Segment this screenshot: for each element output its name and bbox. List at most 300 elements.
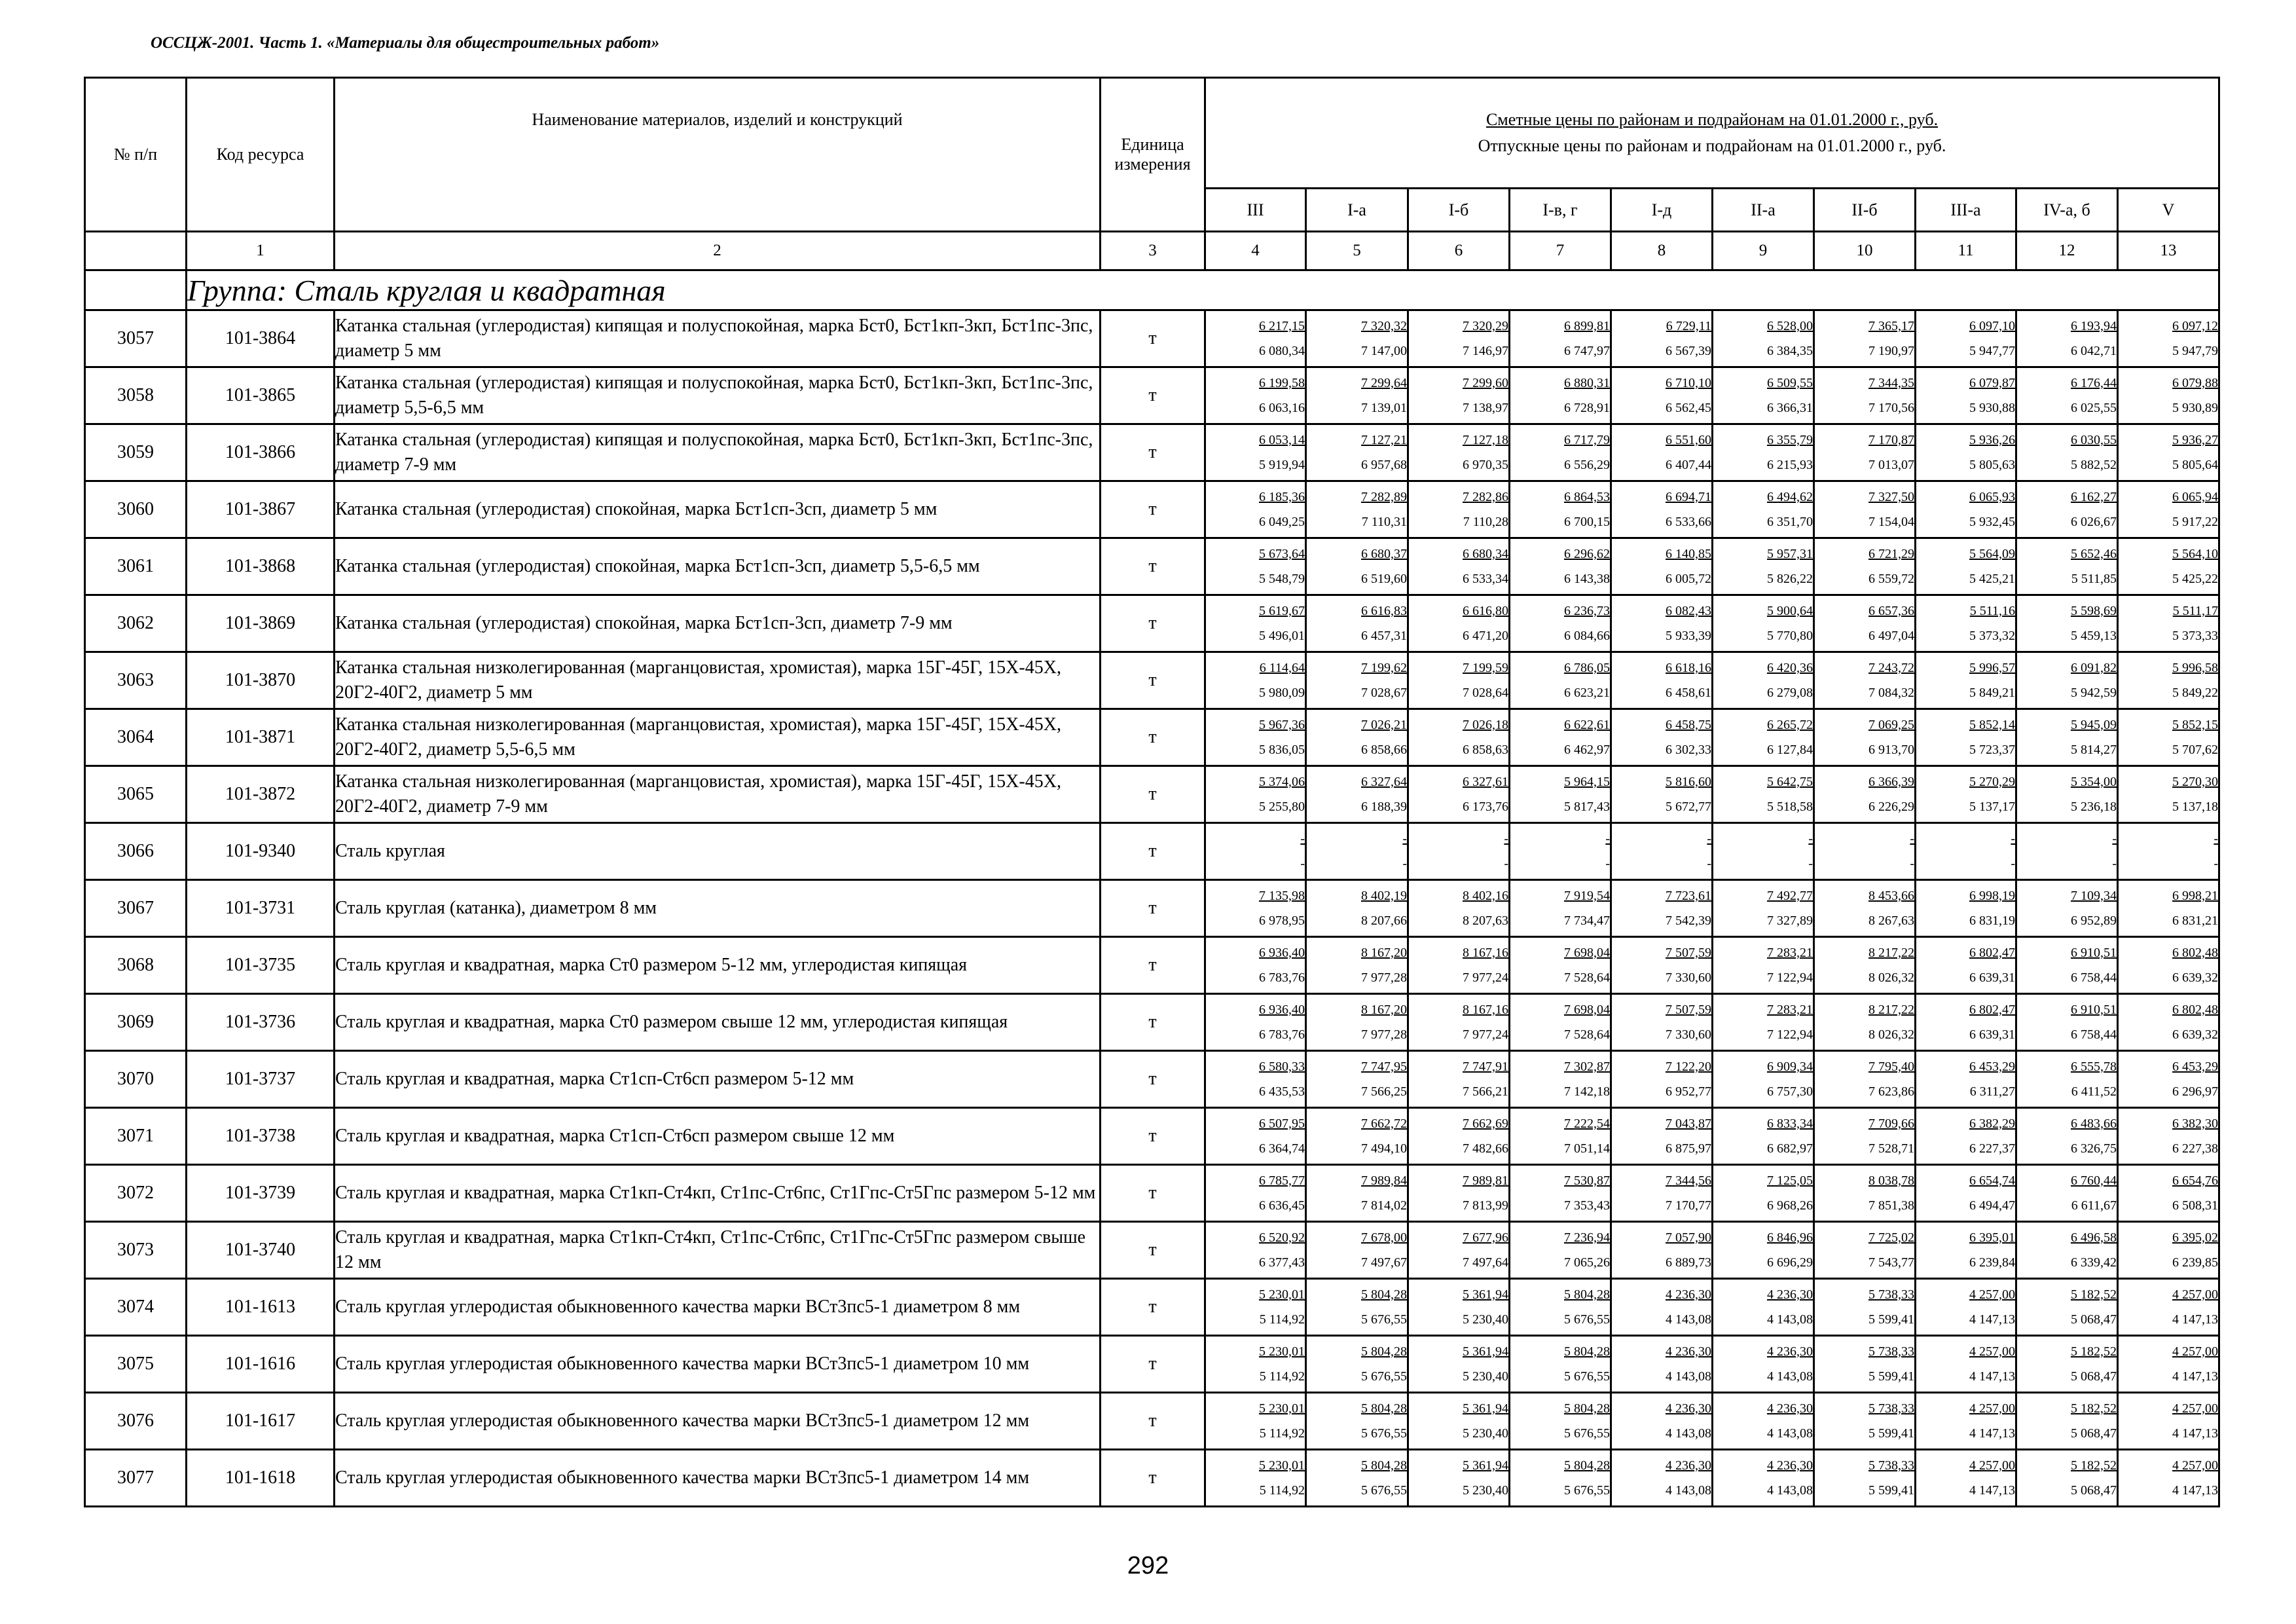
col-header-unit: Единица измерения	[1101, 78, 1205, 232]
estimated-price: 7 222,54	[1564, 1116, 1610, 1131]
estimated-price: 6 097,10	[1969, 319, 2015, 333]
release-price: 7 170,77	[1666, 1198, 1711, 1213]
release-price: 6 913,70	[1868, 743, 1914, 757]
release-price: 5 676,55	[1361, 1312, 1407, 1327]
release-price: 4 147,13	[2172, 1483, 2219, 1498]
release-price: 6 783,76	[1259, 1027, 1305, 1042]
release-price: 7 028,64	[1463, 686, 1508, 700]
price-cell	[1814, 481, 1916, 538]
estimated-price: 6 114,64	[1259, 661, 1305, 675]
estimated-price: 4 257,00	[2172, 1287, 2219, 1302]
price-cell	[2016, 1051, 2118, 1108]
price-cell	[1510, 1165, 1611, 1222]
price-cell	[1713, 310, 1814, 367]
estimated-price: 6 846,96	[1767, 1230, 1813, 1245]
estimated-price: 6 622,61	[1564, 718, 1610, 732]
price-cell	[2016, 1393, 2118, 1450]
release-price: 7 566,21	[1463, 1084, 1508, 1099]
release-price: 7 330,60	[1666, 970, 1711, 985]
price-cell	[1713, 595, 1814, 652]
estimated-price: 5 738,33	[1868, 1458, 1914, 1473]
release-price: 5 137,18	[2172, 800, 2219, 814]
release-price: 6 728,91	[1564, 401, 1610, 415]
price-cell	[1408, 1051, 1510, 1108]
column-number: 5	[1306, 232, 1408, 270]
release-price: 7 497,64	[1463, 1255, 1508, 1270]
price-cell	[1408, 1165, 1510, 1222]
release-price: 6 497,04	[1868, 629, 1914, 643]
unit-cell: т	[1101, 1279, 1205, 1336]
release-price: 6 366,31	[1767, 401, 1813, 415]
table-body	[85, 270, 2219, 1507]
estimated-price: 7 199,62	[1361, 661, 1407, 675]
price-cell	[2016, 1279, 2118, 1336]
estimated-price: 5 852,14	[1969, 718, 2015, 732]
release-price: 5 599,41	[1868, 1369, 1914, 1384]
release-price: 6 005,72	[1666, 572, 1711, 586]
price-cell	[2118, 709, 2219, 766]
estimated-price: 6 053,14	[1259, 433, 1305, 447]
release-price: -	[1707, 857, 1711, 871]
estimated-price: 6 395,02	[2172, 1230, 2219, 1245]
estimated-price: 6 864,53	[1564, 490, 1610, 504]
price-cell	[1510, 1279, 1611, 1336]
unit-cell: т	[1101, 424, 1205, 481]
release-price: 7 084,32	[1868, 686, 1914, 700]
col-header-code: Код ресурса	[187, 78, 335, 232]
estimated-price: 7 725,02	[1868, 1230, 1914, 1245]
price-cell	[1205, 880, 1306, 937]
release-price: 6 508,31	[2172, 1198, 2219, 1213]
price-cell	[1916, 1336, 2016, 1393]
price-cell	[1916, 424, 2016, 481]
estimated-price: 7 125,05	[1767, 1173, 1813, 1188]
row-number: 3069	[85, 994, 187, 1051]
estimated-price: 4 257,00	[1969, 1458, 2015, 1473]
price-cell	[1306, 1393, 1408, 1450]
release-price: 7 814,02	[1361, 1198, 1407, 1213]
material-name: Сталь круглая	[335, 823, 1101, 880]
price-cell	[1205, 310, 1306, 367]
estimated-price: 7 723,61	[1666, 889, 1711, 903]
release-price: -	[1402, 857, 1407, 871]
release-price: 6 302,33	[1666, 743, 1711, 757]
estimated-price: 7 698,04	[1564, 1003, 1610, 1017]
price-cell	[1306, 652, 1408, 709]
release-price: 6 639,32	[2172, 970, 2219, 985]
price-cell	[1510, 595, 1611, 652]
release-price: 4 143,08	[1767, 1369, 1813, 1384]
table-row	[85, 1393, 2219, 1450]
price-cell	[2016, 1108, 2118, 1165]
price-cell	[1205, 538, 1306, 595]
estimated-price: 4 236,30	[1767, 1458, 1813, 1473]
price-cell	[1510, 424, 1611, 481]
estimated-price: 4 257,00	[1969, 1344, 2015, 1359]
release-price: 4 143,08	[1767, 1312, 1813, 1327]
estimated-price: 5 361,94	[1463, 1458, 1508, 1473]
release-price: 7 528,64	[1564, 970, 1610, 985]
release-price: 7 327,89	[1767, 913, 1813, 928]
col-header-name: Наименование материалов, изделий и конструкций	[335, 78, 1101, 232]
estimated-price: 4 236,30	[1767, 1401, 1813, 1416]
estimated-price: 5 804,28	[1361, 1401, 1407, 1416]
release-price: 5 882,52	[2071, 458, 2117, 472]
release-price: 7 330,60	[1666, 1027, 1711, 1042]
region-header: I-а	[1306, 189, 1408, 232]
release-price: 7 482,66	[1463, 1141, 1508, 1156]
price-cell	[1916, 595, 2016, 652]
price-cell	[1205, 709, 1306, 766]
estimated-price: 6 555,78	[2071, 1060, 2117, 1074]
release-price: 5 236,18	[2071, 800, 2117, 814]
estimated-price: -	[1402, 832, 1407, 846]
prices-title: Сметные цены по районам и подрайонам на 01.01.2000 г., руб.	[1485, 110, 1939, 129]
material-name: Катанка стальная (углеродистая) спокойная, марка Бст1сп-3сп, диаметр 5 мм	[335, 481, 1101, 538]
release-price: 5 114,92	[1259, 1426, 1305, 1441]
price-cell	[1205, 367, 1306, 424]
estimated-price: 8 217,22	[1868, 1003, 1914, 1017]
estimated-price: 6 785,77	[1259, 1173, 1305, 1188]
estimated-price: 5 230,01	[1259, 1401, 1305, 1416]
resource-code: 101-3731	[187, 880, 335, 937]
estimated-price: 6 079,87	[1969, 376, 2015, 390]
estimated-price: 6 496,58	[2071, 1230, 2117, 1245]
price-cell	[1814, 367, 1916, 424]
resource-code: 101-3872	[187, 766, 335, 823]
estimated-price: 5 652,46	[2071, 547, 2117, 561]
release-price: 7 142,18	[1564, 1084, 1610, 1099]
release-price: 5 114,92	[1259, 1369, 1305, 1384]
resource-code: 101-3869	[187, 595, 335, 652]
price-cell	[2016, 481, 2118, 538]
release-price: 5 707,62	[2172, 743, 2219, 757]
price-cell	[1916, 310, 2016, 367]
release-price: 6 533,66	[1666, 515, 1711, 529]
price-cell	[2118, 367, 2219, 424]
release-price: 6 239,85	[2172, 1255, 2219, 1270]
estimated-price: 6 802,47	[1969, 1003, 2015, 1017]
estimated-price: 4 236,30	[1666, 1344, 1711, 1359]
release-price: 5 459,13	[2071, 629, 2117, 643]
column-number: 11	[1916, 232, 2016, 270]
release-price: 7 813,99	[1463, 1198, 1508, 1213]
estimated-price: 5 804,28	[1361, 1344, 1407, 1359]
resource-code: 101-3864	[187, 310, 335, 367]
table-row	[85, 481, 2219, 538]
release-price: 5 672,77	[1666, 800, 1711, 814]
estimated-price: 6 936,40	[1259, 946, 1305, 960]
row-number: 3059	[85, 424, 187, 481]
estimated-price: 5 182,52	[2071, 1401, 2117, 1416]
table-row	[85, 424, 2219, 481]
price-cell	[1814, 652, 1916, 709]
release-price: 6 559,72	[1868, 572, 1914, 586]
price-cell	[1510, 367, 1611, 424]
estimated-price: 7 747,95	[1361, 1060, 1407, 1074]
release-price: 6 875,97	[1666, 1141, 1711, 1156]
price-cell	[2016, 367, 2118, 424]
unit-cell: т	[1101, 1108, 1205, 1165]
estimated-price: 7 170,87	[1868, 433, 1914, 447]
row-number: 3058	[85, 367, 187, 424]
estimated-price: 7 795,40	[1868, 1060, 1914, 1074]
release-price: 4 147,13	[1969, 1369, 2015, 1384]
estimated-price: 5 852,15	[2172, 718, 2219, 732]
release-price: 6 471,20	[1463, 629, 1508, 643]
release-price: 6 639,31	[1969, 970, 2015, 985]
table-row	[85, 595, 2219, 652]
table-row	[85, 1108, 2219, 1165]
estimated-price: 6 494,62	[1767, 490, 1813, 504]
estimated-price: 6 899,81	[1564, 319, 1610, 333]
price-cell	[1611, 1336, 1713, 1393]
estimated-price: 6 721,29	[1868, 547, 1914, 561]
estimated-price: 6 382,30	[2172, 1116, 2219, 1131]
release-price: 6 326,75	[2071, 1141, 2117, 1156]
unit-cell: т	[1101, 310, 1205, 367]
material-name: Сталь круглая и квадратная, марка Ст0 размером 5-12 мм, углеродистая кипящая	[335, 937, 1101, 994]
resource-code: 101-3736	[187, 994, 335, 1051]
estimated-price: 6 327,64	[1361, 775, 1407, 789]
table-row	[85, 880, 2219, 937]
release-price: 6 519,60	[1361, 572, 1407, 586]
price-cell	[1611, 1279, 1713, 1336]
price-cell	[1611, 1393, 1713, 1450]
estimated-price: 4 236,30	[1767, 1287, 1813, 1302]
estimated-price: 7 662,69	[1463, 1116, 1508, 1131]
estimated-price: -	[1808, 832, 1813, 846]
price-cell	[1611, 538, 1713, 595]
price-cell	[1306, 823, 1408, 880]
estimated-price: 5 182,52	[2071, 1344, 2117, 1359]
estimated-price: 5 270,30	[2172, 775, 2219, 789]
estimated-price: 6 710,10	[1666, 376, 1711, 390]
price-cell	[1713, 367, 1814, 424]
estimated-price: 7 135,98	[1259, 889, 1305, 903]
estimated-price: 6 082,43	[1666, 604, 1711, 618]
estimated-price: -	[1300, 832, 1305, 846]
price-cell	[1916, 937, 2016, 994]
release-price: 7 013,07	[1868, 458, 1914, 472]
estimated-price: 6 909,34	[1767, 1060, 1813, 1074]
release-price: 6 227,37	[1969, 1141, 2015, 1156]
estimated-price: 7 919,54	[1564, 889, 1610, 903]
price-table	[84, 77, 2220, 1507]
unit-cell: т	[1101, 1165, 1205, 1222]
row-number: 3057	[85, 310, 187, 367]
price-cell	[1713, 538, 1814, 595]
price-cell	[1916, 994, 2016, 1051]
estimated-price: 6 420,36	[1767, 661, 1813, 675]
release-price: 5 511,85	[2071, 572, 2117, 586]
estimated-price: 6 616,83	[1361, 604, 1407, 618]
release-price: 6 957,68	[1361, 458, 1407, 472]
release-price: 6 239,84	[1969, 1255, 2015, 1270]
estimated-price: 6 327,61	[1463, 775, 1508, 789]
price-cell	[1713, 1165, 1814, 1222]
price-cell	[1510, 538, 1611, 595]
release-price: 6 889,73	[1666, 1255, 1711, 1270]
release-price: 5 599,41	[1868, 1312, 1914, 1327]
estimated-price: 6 528,00	[1767, 319, 1813, 333]
resource-code: 101-3865	[187, 367, 335, 424]
price-cell	[1713, 1336, 1814, 1393]
release-price: 5 676,55	[1361, 1483, 1407, 1498]
release-price: 4 143,08	[1767, 1426, 1813, 1441]
row-number: 3065	[85, 766, 187, 823]
estimated-price: 7 344,35	[1868, 376, 1914, 390]
release-price: 5 676,55	[1564, 1426, 1610, 1441]
price-cell	[2016, 595, 2118, 652]
estimated-price: 6 833,34	[1767, 1116, 1813, 1131]
estimated-price: 7 127,21	[1361, 433, 1407, 447]
estimated-price: 6 162,27	[2071, 490, 2117, 504]
release-price: 6 978,95	[1259, 913, 1305, 928]
price-cell	[1611, 652, 1713, 709]
release-price: 6 226,29	[1868, 800, 1914, 814]
estimated-price: 5 738,33	[1868, 1344, 1914, 1359]
release-price: 6 407,44	[1666, 458, 1711, 472]
estimated-price: 6 802,48	[2172, 946, 2219, 960]
price-cell	[1713, 709, 1814, 766]
price-cell	[1408, 424, 1510, 481]
row-number: 3073	[85, 1222, 187, 1279]
estimated-price: 4 257,00	[1969, 1401, 2015, 1416]
estimated-price: 5 804,28	[1361, 1458, 1407, 1473]
estimated-price: 7 283,21	[1767, 946, 1813, 960]
row-number: 3070	[85, 1051, 187, 1108]
estimated-price: 6 717,79	[1564, 433, 1610, 447]
price-cell	[1916, 1450, 2016, 1507]
price-cell	[1205, 1051, 1306, 1108]
estimated-price: 5 361,94	[1463, 1344, 1508, 1359]
estimated-price: 5 804,28	[1564, 1344, 1610, 1359]
release-price: 6 494,47	[1969, 1198, 2015, 1213]
estimated-price: 6 355,79	[1767, 433, 1813, 447]
release-price: 6 682,97	[1767, 1141, 1813, 1156]
price-cell	[1611, 367, 1713, 424]
price-cell	[1510, 1051, 1611, 1108]
table-row	[85, 994, 2219, 1051]
estimated-price: -	[1910, 832, 1914, 846]
release-price: 5 942,59	[2071, 686, 2117, 700]
resource-code: 101-3740	[187, 1222, 335, 1279]
estimated-price: 6 079,88	[2172, 376, 2219, 390]
price-cell	[1306, 595, 1408, 652]
release-price: 6 783,76	[1259, 970, 1305, 985]
price-cell	[1408, 538, 1510, 595]
release-price: 6 858,63	[1463, 743, 1508, 757]
price-cell	[2118, 994, 2219, 1051]
price-cell	[1814, 709, 1916, 766]
release-price: 5 849,22	[2172, 686, 2219, 700]
estimated-price: 5 804,28	[1564, 1287, 1610, 1302]
table-header	[85, 78, 2219, 270]
region-header: II-а	[1713, 189, 1814, 232]
estimated-price: 7 989,81	[1463, 1173, 1508, 1188]
release-price: 5 114,92	[1259, 1483, 1305, 1498]
estimated-price: 6 176,44	[2071, 376, 2117, 390]
estimated-price: 5 564,10	[2172, 547, 2219, 561]
price-cell	[1408, 994, 1510, 1051]
release-price: 7 122,94	[1767, 1027, 1813, 1042]
estimated-price: 6 802,48	[2172, 1003, 2219, 1017]
release-price: 4 143,08	[1666, 1426, 1711, 1441]
estimated-price: 5 230,01	[1259, 1344, 1305, 1359]
release-price: 4 143,08	[1666, 1369, 1711, 1384]
release-price: 5 919,94	[1259, 458, 1305, 472]
release-price: 6 173,76	[1463, 800, 1508, 814]
estimated-price: 6 296,62	[1564, 547, 1610, 561]
price-cell	[1306, 1336, 1408, 1393]
price-cell	[1916, 1222, 2016, 1279]
release-price: 7 977,28	[1361, 1027, 1407, 1042]
estimated-price: 7 283,21	[1767, 1003, 1813, 1017]
group-row	[85, 270, 2219, 310]
estimated-price: 6 265,72	[1767, 718, 1813, 732]
material-name: Катанка стальная низколегированная (марганцовистая, хромистая), марка 15Г-45Г, 15Х-45Х, 20Г2-40Г2, диаметр 5,5-6,5 мм	[335, 709, 1101, 766]
release-price: 6 296,97	[2172, 1084, 2219, 1099]
estimated-price: 6 483,66	[2071, 1116, 2117, 1131]
estimated-price: 6 193,94	[2071, 319, 2117, 333]
release-price: 6 757,30	[1767, 1084, 1813, 1099]
price-cell	[1916, 823, 2016, 880]
release-price: -	[2214, 857, 2219, 871]
resource-code: 101-3866	[187, 424, 335, 481]
estimated-price: 4 236,30	[1666, 1287, 1711, 1302]
estimated-price: 7 677,96	[1463, 1230, 1508, 1245]
estimated-price: 5 936,26	[1969, 433, 2015, 447]
resource-code: 101-3739	[187, 1165, 335, 1222]
release-price: 6 831,19	[1969, 913, 2015, 928]
estimated-price: 6 680,37	[1361, 547, 1407, 561]
release-price: 7 146,97	[1463, 344, 1508, 358]
price-cell	[1205, 1450, 1306, 1507]
estimated-price: 6 520,92	[1259, 1230, 1305, 1245]
estimated-price: 6 786,05	[1564, 661, 1610, 675]
estimated-price: 5 804,28	[1361, 1287, 1407, 1302]
estimated-price: 6 030,55	[2071, 433, 2117, 447]
price-cell	[1611, 937, 1713, 994]
material-name: Сталь круглая и квадратная, марка Ст0 размером свыше 12 мм, углеродистая кипящая	[335, 994, 1101, 1051]
price-cell	[1510, 1393, 1611, 1450]
release-price: 5 676,55	[1361, 1426, 1407, 1441]
material-name: Сталь круглая углеродистая обыкновенного качества марки ВСт3пс5-1 диаметром 12 мм	[335, 1393, 1101, 1450]
estimated-price: 4 257,00	[2172, 1344, 2219, 1359]
resource-code: 101-3871	[187, 709, 335, 766]
unit-cell: т	[1101, 595, 1205, 652]
release-price: 6 279,08	[1767, 686, 1813, 700]
estimated-price: 5 804,28	[1564, 1401, 1610, 1416]
release-price: 6 970,35	[1463, 458, 1508, 472]
estimated-price: 6 880,31	[1564, 376, 1610, 390]
estimated-price: 5 957,31	[1767, 547, 1813, 561]
price-cell	[1916, 652, 2016, 709]
estimated-price: -	[1504, 832, 1508, 846]
release-price: 5 230,40	[1463, 1369, 1508, 1384]
price-cell	[1408, 709, 1510, 766]
price-cell	[1611, 1222, 1713, 1279]
price-cell	[1611, 424, 1713, 481]
release-price: 5 849,21	[1969, 686, 2015, 700]
price-cell	[1408, 766, 1510, 823]
price-cell	[1408, 1393, 1510, 1450]
estimated-price: 6 802,47	[1969, 946, 2015, 960]
release-price: 7 138,97	[1463, 401, 1508, 415]
column-number: 4	[1205, 232, 1306, 270]
table-row	[85, 1279, 2219, 1336]
